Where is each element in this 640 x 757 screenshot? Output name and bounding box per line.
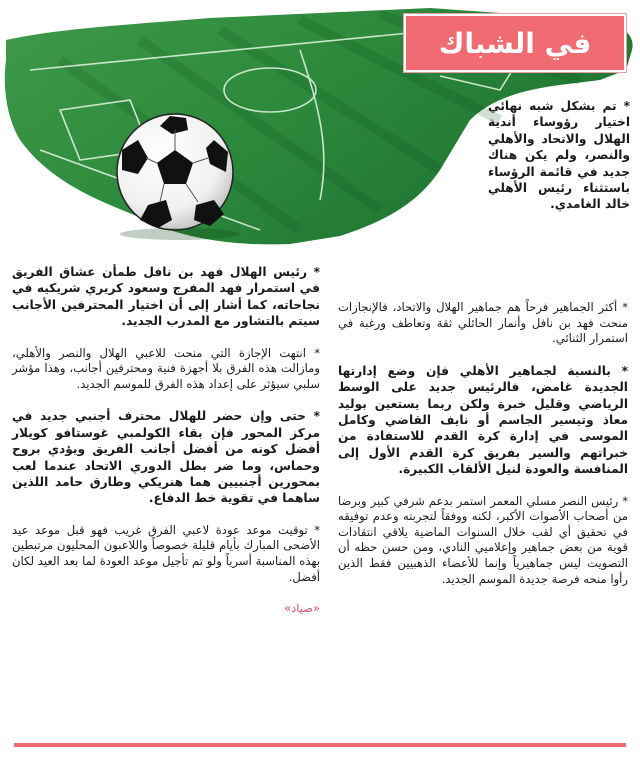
left-column xyxy=(12,264,320,617)
section-title: في الشباك xyxy=(404,14,626,72)
paragraph: * انتهت الإجازة التي منحت للاعبي الهلال والنصر والأهلي، ومازالت هذه الفرق بلا أجهزة فنية ومحترفين أجانب، وهذا مؤشر سلبي سيؤثر على إعداد هذه الفرق للموسم الجديد. xyxy=(12,345,320,391)
paragraph: * حتى وإن حضر للهلال محترف أجنبي جديد في مركز المحور فإن بقاء الكولمبي غوستافو كويلار أفضل كونه من أفضل أجانب الفريق ويؤدي بروح وحماس، وما ضر بطل الدوري الاتحاد عندما لعب بمحورين أجنبيين هما هنريكي وطارق حامد اللذين ساهما في تقوية خط الدفاع. xyxy=(12,409,320,506)
paragraph: * توقيت موعد عودة لاعبي الفرق غريب فهو قبل موعد عيد الأضحى المبارك بأيام قليلة خصوصاً واللاعبون المحليون مرتبطين بهذه المناسبة أسرياً ولو تم تأجيل موعد العودة لما بعد العيد لكان أفضل. xyxy=(12,522,320,584)
right-column xyxy=(338,300,628,587)
bottom-divider xyxy=(14,743,626,747)
paragraph: * بالنسبة لجماهير الأهلي فإن وضع إدارتها الجديدة غامض، فالرئيس جديد على الوسط الرياضي وقليل خبرة ولكن ربما يستعين بوليد معاذ وتيسير الجاسم أو نايف القاضي وكامل الموسى في إدارة كرة القدم للاستفادة من خبراتهم والسير بفريق كرة القدم الأول إلى المنافسة والعودة لنيل الألقاب الكبيرة. xyxy=(338,363,628,477)
paragraph: * رئيس النصر مسلي المعمر استمر بدعم شرفي كبير وبرضا من أصحاب الأصوات الأكبر، لكنه ووفقاً لتجربته وعدم توفيقه في تحقيق أي لقب خلال السنوات الماضية يلاقي انتقادات قوية من بعض جماهير وإعلاميي النادي، ومن حسن حظه أن التصويت ليس جماهيرياً وإنما للأعضاء الذهبيين فقط الذين رأوا منحه فرصة جديدة الموسم الجديد. xyxy=(338,493,628,586)
intro-paragraph: * تم بشكل شبه نهائي اختيار رؤوساء أندية الهلال والاتحاد والأهلي والنصر، ولم يكن هناك جديد في قائمة الرؤساء باستثناء رئيس الأهلي خالد الغامدي. xyxy=(488,99,630,212)
author-signature: «صياد» xyxy=(284,601,320,616)
paragraph: * أكثر الجماهير فرحاً هم جماهير الهلال والاتحاد، فالإنجازات منحت فهد بن نافل وأنمار الحائلي ثقة وتعاطف ورغبة في استمرار الثنائي. xyxy=(338,300,628,346)
paragraph: * رئيس الهلال فهد بن نافل طمأن عشاق الفريق في استمرار فهد المفرج وسعود كريري شريكيه في نجاحاته، كما أشار إلى أن اختيار المحترفين الأجانب سيتم بالتشاور مع المدرب الجديد. xyxy=(12,265,320,329)
soccer-ball-icon xyxy=(117,114,233,230)
